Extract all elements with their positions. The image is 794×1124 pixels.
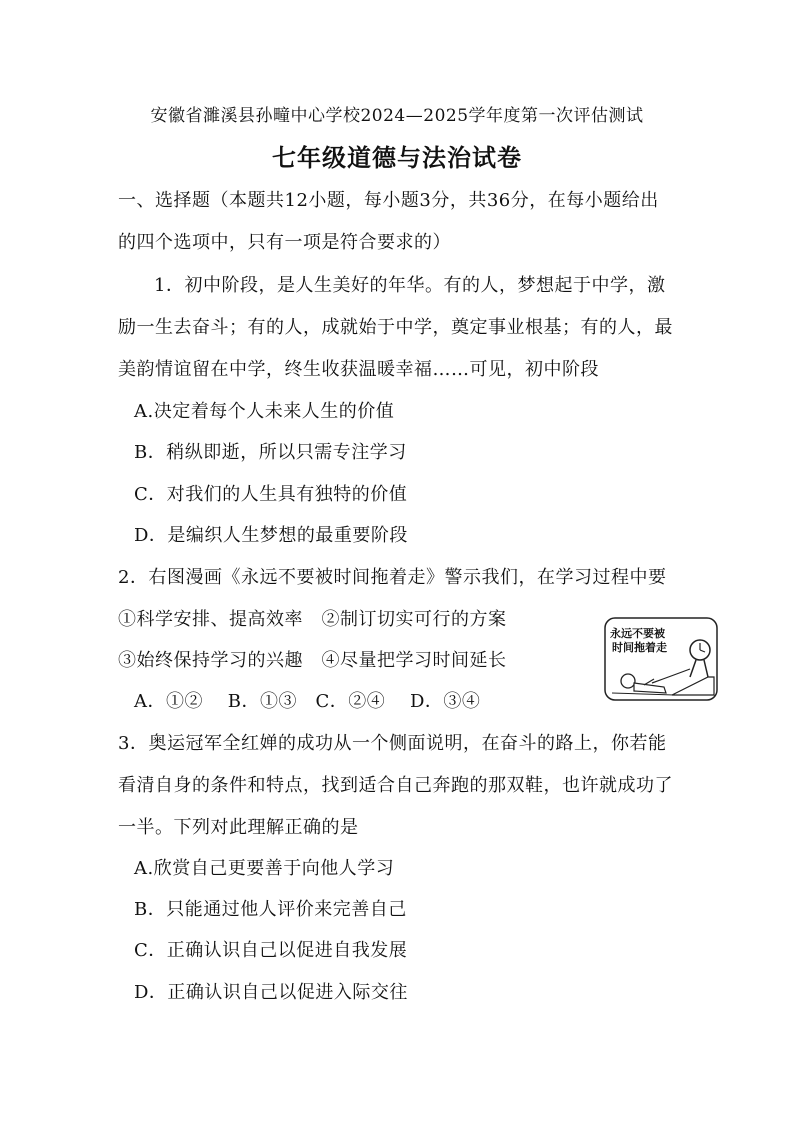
exam-title: 七年级道德与法治试卷 xyxy=(272,143,522,172)
q3-stem-line1: 3．奥运冠军全红婵的成功从一个侧面说明，在奋斗的路上，你若能 xyxy=(118,733,667,754)
exam-subtitle: 安徽省濉溪县孙疃中心学校2024—2025学年度第一次评估测试 xyxy=(150,106,644,126)
q3-option-c: C．正确认识自己以促进自我发展 xyxy=(134,940,408,961)
q1-stem-line2: 励一生去奋斗；有的人，成就始于中学，奠定事业根基；有的人，最 xyxy=(118,317,673,338)
q3-option-d: D．正确认识自己以促进入际交往 xyxy=(134,982,408,1003)
q1-option-c: C．对我们的人生具有独特的价值 xyxy=(134,484,408,505)
comic-caption-line1: 永远不要被 xyxy=(610,628,665,640)
q3-option-a: A.欣赏自己更要善于向他人学习 xyxy=(134,858,395,879)
q2-statements-3-4: ③始终保持学习的兴趣 ④尽量把学习时间延长 xyxy=(118,650,507,671)
q2-options: A．①② B．①③ C．②④ D．③④ xyxy=(134,691,481,712)
section1-instructions-line1: 一、选择题（本题共12小题，每小题3分，共36分，在每小题给出 xyxy=(118,190,659,211)
comic-illustration xyxy=(604,617,718,701)
q3-option-b: B．只能通过他人评价来完善自己 xyxy=(134,899,407,920)
q2-stem: 2．右图漫画《永远不要被时间拖着走》警示我们，在学习过程中要 xyxy=(118,567,667,588)
q3-stem-line3: 一半。下列对此理解正确的是 xyxy=(118,817,359,838)
comic-caption-line2: 时间拖着走 xyxy=(612,642,667,654)
section1-instructions-line2: 的四个选项中，只有一项是符合要求的） xyxy=(118,232,451,253)
q2-statements-1-2: ①科学安排、提高效率 ②制订切实可行的方案 xyxy=(118,609,507,630)
q1-option-a: A.决定着每个人未来人生的价值 xyxy=(134,401,395,422)
q1-stem-line1: 1．初中阶段，是人生美好的年华。有的人，梦想起于中学，激 xyxy=(154,275,666,296)
q3-stem-line2: 看清自身的条件和特点，找到适合自己奔跑的那双鞋，也许就成功了 xyxy=(118,775,673,796)
q1-option-d: D．是编织人生梦想的最重要阶段 xyxy=(134,525,408,546)
q1-option-b: B．稍纵即逝，所以只需专注学习 xyxy=(134,442,407,463)
q1-stem-line3: 美韵情谊留在中学，终生收获温暖幸福……可见，初中阶段 xyxy=(118,359,599,380)
